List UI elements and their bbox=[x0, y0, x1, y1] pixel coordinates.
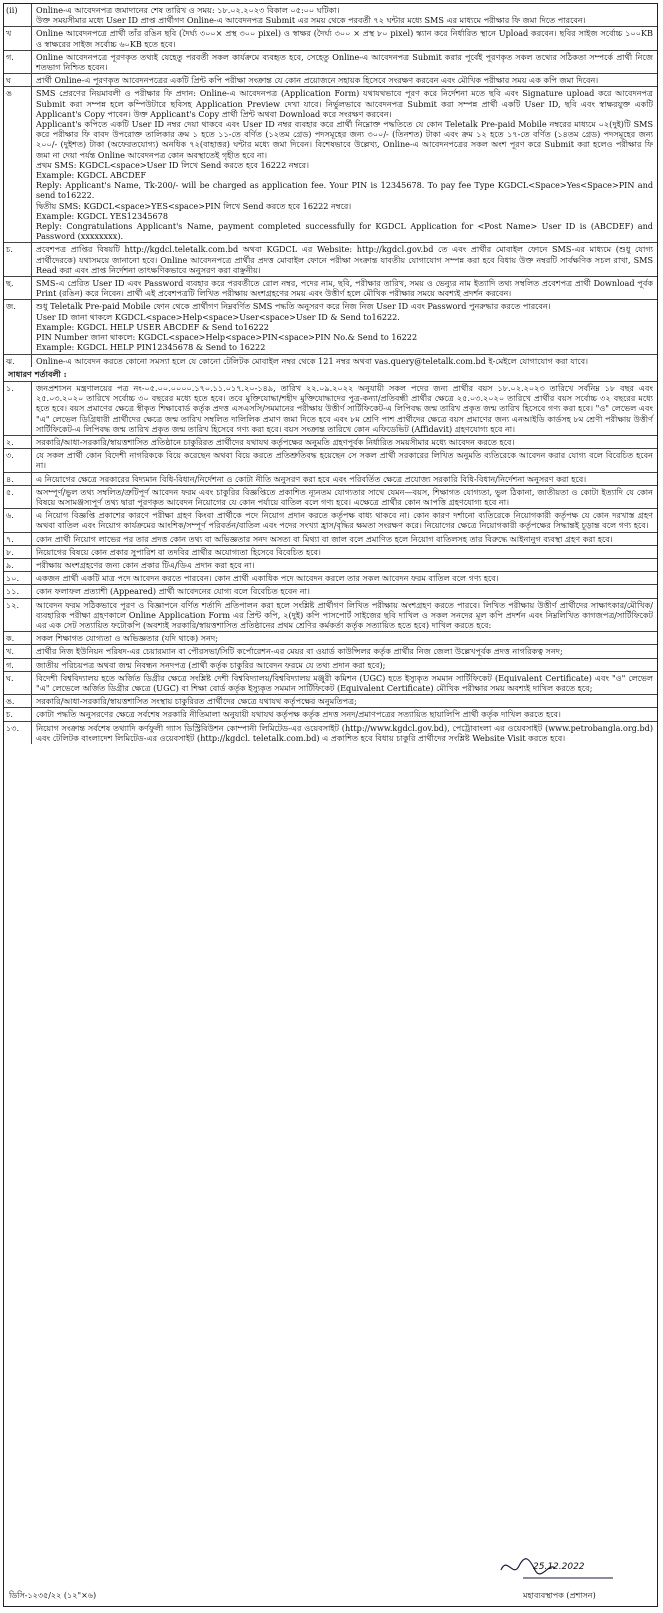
item-text bbox=[32, 509, 657, 531]
general-conditions-heading: সাধারণ শর্তাবলী : bbox=[4, 367, 657, 382]
text-line: বিদেশী বিশ্ববিদ্যালয় হতে অর্জিত ডিগ্রীর ক্ষেত্রে সংশ্লিষ্ট দেশী বিশ্ববিদ্যালয়/বিশ্ববিদ্যালয় মঞ্জুরী কমিশন (UGC) হতে ইস্যুকৃত সমমান সার্টিফিকেট (Equivalent Certificate) এবং "ও" লেভেল "এ" লেভেলে অর্জিত ডিগ্রীর ক্ষেত্রে (UGC) বা শিক্ষা বোর্ড কর্তৃক ইস্যুকৃত সমমান সার্টিফিকেট (Equivalent Certificate) মৌখিক পরীক্ষার সময় অবশ্যই দাখিল করতে হবে; bbox=[36, 672, 653, 693]
condition-row bbox=[4, 645, 657, 658]
item-number: ৯. bbox=[4, 559, 32, 571]
item-number: ঙ. bbox=[4, 695, 32, 707]
instruction-row bbox=[4, 277, 657, 300]
item-text bbox=[32, 300, 657, 353]
item-number: ১০. bbox=[4, 572, 32, 584]
text-line: Online আবেদনপত্রে প্রার্থী তাঁর রঙিন ছবি (দৈর্ঘ্য ৩০০× প্রস্থ ৩০০ pixel) ও স্বাক্ষর (দৈর্ঘ্য ৩০০ × প্রস্থ ৮০ pixel) স্ক্যান করে নির্ধারিত স্থানে Upload করবেন। ছবির সাইজ সর্বোচ্চ ১০০KB ও স্বাক্ষরের সাইজ সর্বোচ্চ ৬০KB হতে হবে। bbox=[36, 28, 653, 49]
instruction-row bbox=[4, 87, 657, 243]
item-text bbox=[32, 87, 657, 242]
text-line: প্রবেশপত্র প্রাপ্তির বিষয়টি http://kgdcl.teletalk.com.bd অথবা KGDCL এর Website: http://kgdcl.gov.bd তে এবং প্রার্থীর মোবাইল ফোনে SMS-এর মাধ্যমে (শুধু যোগ্য প্রার্থীদেরকে) যথাসময়ে জানানো হবে। Online আবেদনপত্রে প্রার্থীর প্রদত্ত মোবাইল ফোনে পরীক্ষা সংক্রান্ত যাবতীয় যোগাযোগ সম্পন্ন করা হবে বিধায় উক্ত নম্বরটি সার্বক্ষণিক সচল রাখা, SMS Read করা এবং প্রাপ্ত নির্দেশনা তাৎক্ষণিকভাবে অনুসরণ করা বাঞ্ছনীয়। bbox=[36, 244, 653, 275]
item-number: চ. bbox=[4, 708, 32, 720]
item-number: ৩. bbox=[4, 449, 32, 471]
text-line: Reply: Congratulations Applicant's Name, payment completed successfully for KGDCL Application for <Post Name> User ID is (ABCDEF) and Password (xxxxxxxx). bbox=[36, 221, 653, 242]
item-number: (ii) bbox=[4, 4, 32, 26]
text-line: জাতীয় পরিচয়পত্র অথবা জন্ম নিবন্ধন সনদপত্র (প্রার্থী কর্তৃক চাকুরির আবেদন ফরমে যে তথ্য প্রদান করা হবে); bbox=[36, 659, 386, 670]
advertisement-document bbox=[3, 3, 658, 1607]
text-line: Online আবেদনপত্রে পূরণকৃত তথ্যই যেহেতু পরবর্তী সকল কার্যক্রমে ব্যবহৃত হবে, সেহেতু Online-এ আবেদনপত্র Submit করার পূর্বেই পূরণকৃত সকল তথ্যের সঠিকতা সম্পর্কে প্রার্থী নিজে শতভাগ নিশ্চিত হবেন। bbox=[36, 51, 653, 73]
text-line: Example: KGDCL HELP PIN12345678 & Send to 16222 bbox=[36, 342, 266, 353]
instruction-row bbox=[4, 300, 657, 354]
text-line: Applicant's কপিতে একটি User ID নম্বর দেয়া থাকবে এবং User ID নম্বর ব্যবহার করে প্রার্থী নিম্নোক্ত পদ্ধতিতে যে কোন Teletalk Pre-paid Mobile নম্বরের মাধ্যমে ০২(দুই)টি SMS করে পরীক্ষার ফি বাবদ উপরোক্ত তালিকার ক্রম ১ হতে ১১-তে বর্ণিত (১২তম গ্রেড) পদসমূহের জন্য ৩০০/- (তিনশত) টাকা এবং ক্রম ১২ হতে ১৭-তে বর্ণিত (১৪তম গ্রেড) পদসমূহের জন্য ২০০/- (দুইশত) টাকা (অফেরতযোগ্য) অনধিক ৭২(বাহাত্তর) ঘন্টার মধ্যে জমা দিবেন। বিশেষভাবে উল্লেখ্য, Online-এ আবেদনপত্রের সকল অংশ পূরণ করে Submit করা হলেও পরীক্ষার ফি জমা না দেয়া পর্যন্ত Online আবেদনপত্র কোন অবস্থাতেই গৃহীত হবে না। bbox=[36, 119, 653, 160]
condition-row bbox=[4, 708, 657, 721]
text-line: User ID জানা থাকলে KGDCL<space>Help<space>User<space>User ID & Send to16222. bbox=[36, 311, 400, 322]
condition-row bbox=[4, 473, 657, 486]
item-number: খ bbox=[4, 27, 32, 49]
text-line: সরকারি/আধা-সরকারি/স্বায়ত্তশাসিত সংস্থায় চাকুরিরত প্রার্থীদের ক্ষেত্রে যথাযথ কর্তৃপক্ষের অনুমতিপত্র; bbox=[36, 696, 357, 707]
item-text bbox=[32, 486, 657, 508]
condition-row bbox=[4, 722, 657, 744]
item-text bbox=[32, 27, 657, 49]
text-line: Reply: Applicant's Name, Tk-200/- will be charged as application fee. Your PIN is 12345678. To pay fee Type KGDCL<Space>Yes<Space>PIN and send to16222. bbox=[36, 180, 653, 201]
text-line: জনপ্রশাসন মন্ত্রণালয়ের পত্র নং-০৫.০০.০০০০.১৭০.১১.০১৭.২০-১৪৯, তারিখ ২২.০৯.২০২২ অনুযায়ী সকল পদের জন্য প্রার্থীর বয়স ১৮.০২.২০২৩ তারিখে সর্বনিম্ন ১৮ বছর এবং ২৫.০৩.২০২০ তারিখে সর্বোচ্চ ৩০ বছরের মধ্যে হতে হবে। তবে মুক্তিযোদ্ধা/শহীদ মুক্তিযোদ্ধাদের পুত্র-কন্যা/প্রতিবন্ধী প্রার্থীর ক্ষেত্রে ২৫.০৩.২০২০ তারিখে প্রার্থীর বয়স সর্বোচ্চ ৩২ বছরের মধ্যে হতে হবে। বয়স প্রমাণের ক্ষেত্রে স্বীকৃত শিক্ষাবোর্ড কর্তৃক প্রদত্ত এসএসসি/সমমানের পরীক্ষায় উত্তীর্ণ সার্টিফিকেট-এ লিপিবদ্ধ জন্ম তারিখ প্রকৃত জন্ম তারিখ হিসেবে গণ্য করা হবে। "ও" লেভেল এবং "এ" লেভেল ডিগ্রিধারী প্রার্থীদের ক্ষেত্রে জন্ম তারিখ সম্বলিত দালিলিক প্রমাণ জমা দিতে হবে এবং ৮ম শ্রেণি পাশ প্রার্থীদের ক্ষেত্রে বয়স প্রমাণের জন্য এনআইডি কার্ডসহ ৮ম শ্রেণী পরীক্ষায় উত্তীর্ণ সার্টিফিকেট-এ লিপিবদ্ধ জন্ম তারিখ প্রকৃত জন্ম তারিখ হিসেবে গণ্য করা হবে। বয়স সংক্রান্ত তারিখে কোন এফিডেভিট (Affidavit) গ্রহণযোগ্য হবে না। bbox=[36, 382, 653, 434]
item-text bbox=[32, 645, 657, 657]
item-number: ১৩. bbox=[4, 722, 32, 744]
item-number: খ. bbox=[4, 645, 32, 657]
text-line: পরীক্ষায় অংশগ্রহণের জন্য কোন প্রকার টিএ/ডিএ প্রদান করা হবে না। bbox=[36, 559, 255, 570]
text-line: প্রার্থীর নিজ ইউনিয়ন পরিষদ-এর চেয়ারম্যান বা পৌরসভা/সিটি কর্পোরেশন-এর মেয়র বা ওয়ার্ড কাউন্সিলর কর্তৃক প্রার্থীর নিজ জেলা উল্লেখপূর্বক প্রদত্ত নাগরিকত্ব সনদ; bbox=[36, 646, 563, 657]
item-text bbox=[32, 51, 657, 73]
text-line: কোটা পদ্ধতি অনুসরণের ক্ষেত্রে সর্বশেষ সরকারি নীতিমালা অনুযায়ী যথাযথ কর্তৃপক্ষ কর্তৃক প্রদত্ত সনদ/প্রমাণপত্রের সত্যায়িত ছায়ালিপি প্রার্থী কর্তৃক দাখিল করতে হবে। bbox=[36, 709, 561, 720]
document-footer bbox=[3, 1540, 658, 1607]
condition-row bbox=[4, 695, 657, 708]
text-line: Online-এ আবেদন করতে কোনো সমস্যা হলে যে কোনো টেলিটক মোবাইল নম্বর থেকে 121 নম্বর অথবা vas.query@teletalk.com.bd ই-মেইলে যোগাযোগ করা যাবে। bbox=[36, 355, 589, 366]
instruction-row bbox=[4, 27, 657, 50]
item-text bbox=[32, 632, 657, 644]
signature-date: 25.12.2022 bbox=[533, 1562, 585, 1572]
condition-row bbox=[4, 382, 657, 436]
item-number: ৬. bbox=[4, 509, 32, 531]
item-text bbox=[32, 449, 657, 471]
item-number: ৮. bbox=[4, 546, 32, 558]
text-line: Example: KGDCL YES12345678 bbox=[36, 210, 168, 221]
text-line: কোন ফলাফল প্রত্যাশী (Appeared) প্রার্থী আবেদনের যোগ্য বলে বিবেচিত হবেন না। bbox=[36, 586, 310, 597]
item-number: ৭. bbox=[4, 533, 32, 545]
text-line: Online-এ আবেদনপত্র জমাদানের শেষ তারিখ ও সময়: ১৮.০২.২০২৩ বিকাল ০৫:০০ ঘটিকা। bbox=[36, 5, 340, 15]
item-number: ২. bbox=[4, 436, 32, 448]
condition-row bbox=[4, 659, 657, 672]
item-number: ঝ. bbox=[4, 355, 32, 367]
instruction-row bbox=[4, 4, 657, 27]
condition-row bbox=[4, 672, 657, 695]
item-number: ঙ bbox=[4, 87, 32, 242]
instruction-row bbox=[4, 355, 657, 367]
item-number: ঘ bbox=[4, 74, 32, 86]
item-number: চ. bbox=[4, 243, 32, 276]
general-conditions bbox=[4, 382, 657, 744]
condition-row bbox=[4, 599, 657, 633]
condition-row bbox=[4, 572, 657, 585]
text-line: প্রথম SMS: KGDCL<space>User ID লিখে Send করতে হবে 16222 নম্বরে। bbox=[36, 159, 310, 170]
item-text bbox=[32, 599, 657, 632]
text-line: নিয়োগ সংক্রান্ত সর্বশেষ তথ্যাদি কর্ণফুলী গ্যাস ডিস্ট্রিবিউশন কোম্পানী লিমিটেড-এর ওয়েবসাইট (http://www.kgdcl.gov.bd), পেট্রোবাংলা এর ওয়েবসাইট (www.petrobangla.org.bd) এবং টেলিটক বাংলাদেশ লিমিটেড-এর ওয়েবসাইট (http://kgdcl. teletalk.com.bd) এ প্রকাশিত হবে বিধায় চাকুরি প্রার্থীদের সংশ্লিষ্ট Website Visit করতে হবে। bbox=[36, 722, 653, 743]
instruction-row bbox=[4, 243, 657, 277]
condition-row bbox=[4, 436, 657, 449]
item-text bbox=[32, 533, 657, 545]
item-text bbox=[32, 659, 657, 671]
item-number: ১২. bbox=[4, 599, 32, 632]
item-text bbox=[32, 382, 657, 435]
item-text bbox=[32, 585, 657, 597]
item-text bbox=[32, 708, 657, 720]
condition-row bbox=[4, 632, 657, 645]
condition-row bbox=[4, 559, 657, 572]
item-text bbox=[32, 695, 657, 707]
item-number: জ. bbox=[4, 300, 32, 353]
text-line: সরকারি/আধা-সরকারি/স্বায়ত্তশাসিত প্রতিষ্ঠানে চাকুরিরত প্রার্থীদের যথাযথ কর্তৃপক্ষের অনুমতি গ্রহণপূর্বক নির্ধারিত সময়সীমার মধ্যে আবেদন করতে হবে। bbox=[36, 436, 515, 447]
text-line: PIN Number জানা থাকলে: KGDCL<space>Help<space>PIN<space>PIN No.& Send to 16222 bbox=[36, 332, 418, 343]
item-text bbox=[32, 74, 657, 86]
item-number: ক. bbox=[4, 632, 32, 644]
item-number: ৪. bbox=[4, 473, 32, 485]
text-line: এ নিয়োগের ক্ষেত্রে সরকারের বিদ্যমান বিধি-বিধান/নির্দেশনা ও কোটা নীতি অনুসরণ করা হবে এবং পরিবর্তিত ক্ষেত্রে প্রযোজ্য সরকারি বিধি-বিধান/নির্দেশনা অনুসরণ করা হবে। bbox=[36, 473, 587, 484]
text-line: যে সকল প্রার্থী কোন বিদেশী নাগরিককে বিয়ে করেছেন অথবা বিয়ে করতে প্রতিশ্রুতিবদ্ধ হয়েছেন সে সকল প্রার্থী সরকারের লিখিত অনুমতি ব্যতিরেকে আবেদন করার যোগ্য বলে বিবেচিত হবেন না। bbox=[36, 450, 653, 471]
item-text bbox=[32, 559, 657, 571]
text-line: অসম্পূর্ণ/ভুল তথ্য সম্বলিত/ত্রুটিপূর্ণ আবেদন ফরম এবং চাকুরির বিজ্ঞপ্তিতে প্রকাশিত ন্যূনতম যোগ্যতার সাথে যেমন—বয়স, শিক্ষাগত যোগ্যতা, ভুল ঠিকানা, জাতীয়তা ও কোটা ইত্যাদি যে কোন বিষয়ে অসামঞ্জস্যপূর্ণ তথ্য দ্বারা পূরণকৃত আবেদন নিয়োগের যে কোন পর্যায়ে বাতিল বলে গণ্য হবে। এক্ষেত্রে প্রার্থীর কোন আপত্তি গ্রহণযোগ্য হবে না। bbox=[36, 486, 653, 507]
condition-row bbox=[4, 449, 657, 472]
text-line: আবেদন ফরম সঠিকভাবে পূরণ ও বিজ্ঞাপনে বর্ণিত শর্তাদি প্রতিপালন করা হলে সংশ্লিষ্ট প্রার্থীগণ লিখিত পরীক্ষায় অংশগ্রহণ করতে পারবে। লিখিত পরীক্ষায় উত্তীর্ণ প্রার্থীদের সাক্ষাৎকার/মৌখিক/ব্যবহারিক পরীক্ষা গ্রহণকালে Online Application Form এর প্রিন্ট কপি, ২(দুই) কপি পাসপোর্ট সাইজের ছবি দাখিল ও সকল সনদের মূল কপি প্রদর্শন এবং নিম্নলিখিত কাগজপত্র/সার্টিফিকেট এর এক সেট সত্যায়িত ফটোকপি (অবশ্যই সরকারি/স্বায়ত্তশাসিত প্রতিষ্ঠানের প্রথম শ্রেণির কর্মকর্তা কর্তৃক সত্যায়িত হতে হবে) দাখিল করতে হবে: bbox=[36, 599, 653, 630]
text-line: প্রার্থী Online-এ পূরণকৃত আবেদনপত্রের একটি প্রিন্ট কপি পরীক্ষা সংক্রান্ত যে কোন প্রয়োজনে সহায়ক হিসেবে সংরক্ষণ করবেন এবং মৌখিক পরীক্ষার সময় এক কপি জমা দিবেন। bbox=[36, 75, 599, 86]
text-line: উক্ত সময়সীমার মধ্যে User ID প্রাপ্ত প্রার্থীগণ Online-এ আবেদনপত্র Submit এর সময় থেকে পরবর্তী ৭২ ঘন্টার মধ্যে SMS এর মাধ্যমে পরীক্ষার ফি জমা দিতে পারবেন। bbox=[36, 15, 586, 26]
text-line: এ নিয়োগ বিজ্ঞপ্তি প্রকাশের কারণে পরীক্ষা গ্রহণ কিংবা প্রার্থীকে পদে নিয়োগ প্রদান করতে কর্তৃপক্ষ বাধ্য থাকবে না। কোন কারণ দর্শানো ব্যতিরেকে নিয়োগকারী কর্তৃপক্ষ যে কোন দরখাস্ত গ্রহণ অথবা বাতিল এবং নিয়োগ কার্যক্রমের আংশিক/সম্পূর্ণ পরিবর্তন/বাতিল এবং পদের সংখ্যা হ্রাস/বৃদ্ধির ক্ষমতা সংরক্ষণ করে। নিয়োগের ক্ষেত্রে নিয়োগকারী কর্তৃপক্ষের সিদ্ধান্তই চূড়ান্ত বলে গণ্য হবে। bbox=[36, 510, 653, 531]
document-code: ডিসি-১২৩৫/২২ (১২"×৬) bbox=[9, 1591, 97, 1600]
item-text bbox=[32, 672, 657, 694]
item-number: ১. bbox=[4, 382, 32, 435]
item-text bbox=[32, 243, 657, 276]
text-line: শুধু Teletalk Pre-paid Mobile ফোন থেকে প্রার্থীগণ নিম্নবর্ণিত SMS পদ্ধতি অনুসরণ করে নিজ নিজ User ID এবং Password পুনরুদ্ধার করতে পারবেন। bbox=[36, 301, 551, 312]
text-line: কোন প্রার্থী নিয়োগ লাভের পর তার প্রদত্ত কোন তথ্য বা অভিজ্ঞতার সনদ অসত্য বা মিথ্যা বা জাল বলে প্রমাণিত হলে নিয়োগ বাতিলসহ তার বিরুদ্ধে আইনানুগ ব্যবস্থা গ্রহণ করা হবে। bbox=[36, 533, 613, 544]
item-text bbox=[32, 546, 657, 558]
condition-row bbox=[4, 546, 657, 559]
item-text bbox=[32, 4, 657, 26]
condition-row bbox=[4, 486, 657, 509]
signatory-designation: মহাব্যবস্থাপক (প্রশাসন) bbox=[523, 1591, 596, 1600]
condition-row bbox=[4, 533, 657, 546]
item-text bbox=[32, 436, 657, 448]
text-line: Example: KGDCL HELP USER ABCDEF & Send to16222 bbox=[36, 321, 269, 332]
condition-row bbox=[4, 509, 657, 532]
item-number: ছ. bbox=[4, 277, 32, 299]
instruction-row bbox=[4, 74, 657, 87]
text-line: সকল শিক্ষাগত যোগ্যতা ও অভিজ্ঞতার (যদি থাকে) সনদ; bbox=[36, 633, 218, 644]
item-text bbox=[32, 277, 657, 299]
text-line: SMS-এ প্রেরিত User ID এবং Password ব্যবহার করে পরবর্তীতে রোল নম্বর, পদের নাম, ছবি, পরীক্ষার তারিখ, সময় ও ভেন্যুর নাম ইত্যাদি তথ্য সম্বলিত প্রবেশপত্র প্রার্থী Download পূর্বক Print (রঙিন) করে নিবেন। প্রার্থী এই প্রবেশপত্রটি লিখিত পরীক্ষায় অংশগ্রহণের সময় এবং উত্তীর্ণ হলে মৌখিক পরীক্ষার সময়ে অবশ্যই প্রদর্শন করবেন। bbox=[36, 278, 653, 299]
item-text bbox=[32, 572, 657, 584]
text-line: নিয়োগের বিষয়ে কোন প্রকার সুপারিশ বা তদবির প্রার্থীর অযোগ্যতা হিসেবে বিবেচিত হবে। bbox=[36, 546, 321, 557]
item-number: গ. bbox=[4, 659, 32, 671]
document-content bbox=[4, 4, 657, 744]
text-line: Example: KGDCL ABCDEF bbox=[36, 170, 147, 181]
item-number: ৫. bbox=[4, 486, 32, 508]
text-line: SMS প্রেরণের নিয়মাবলী ও পরীক্ষার ফি প্রদান: Online-এ আবেদনপত্র (Application Form) যথাযথভাবে পূরণ করে নির্দেশনা মতে ছবি এবং Signature upload করে আবেদনপত্র Submit করা সম্পন্ন হলে কম্পিউটারে ছবিসহ Application Preview দেখা যাবে। নির্ভুলভাবে আবেদনপত্র Submit করা সম্পন্ন প্রার্থী একটি User ID, ছবি এবং স্বাক্ষরযুক্ত একটি Applicant's Copy পাবেন। উক্ত Applicant's Copy প্রার্থী প্রিন্ট অথবা Download করে সংরক্ষণ করবেন। bbox=[36, 88, 653, 119]
application-instructions bbox=[4, 4, 657, 367]
text-line: একজন প্রার্থী একটি মাত্র পদে আবেদন করতে পারবেন। কোন প্রার্থী একাধিক পদে আবেদন করলে তার সকল আবেদন ফরম বাতিল বলে গণ্য হবে। bbox=[36, 573, 499, 584]
text-line: দ্বিতীয় SMS: KGDCL<space>YES<space>PIN লিখে Send করতে হবে 16222 নম্বরে। bbox=[36, 200, 352, 211]
item-number: ঘ. bbox=[4, 672, 32, 694]
item-text bbox=[32, 355, 657, 367]
instruction-row bbox=[4, 51, 657, 74]
item-number: গ. bbox=[4, 51, 32, 73]
condition-row bbox=[4, 585, 657, 598]
item-text bbox=[32, 722, 657, 744]
item-number: ১১. bbox=[4, 585, 32, 597]
item-text bbox=[32, 473, 657, 485]
